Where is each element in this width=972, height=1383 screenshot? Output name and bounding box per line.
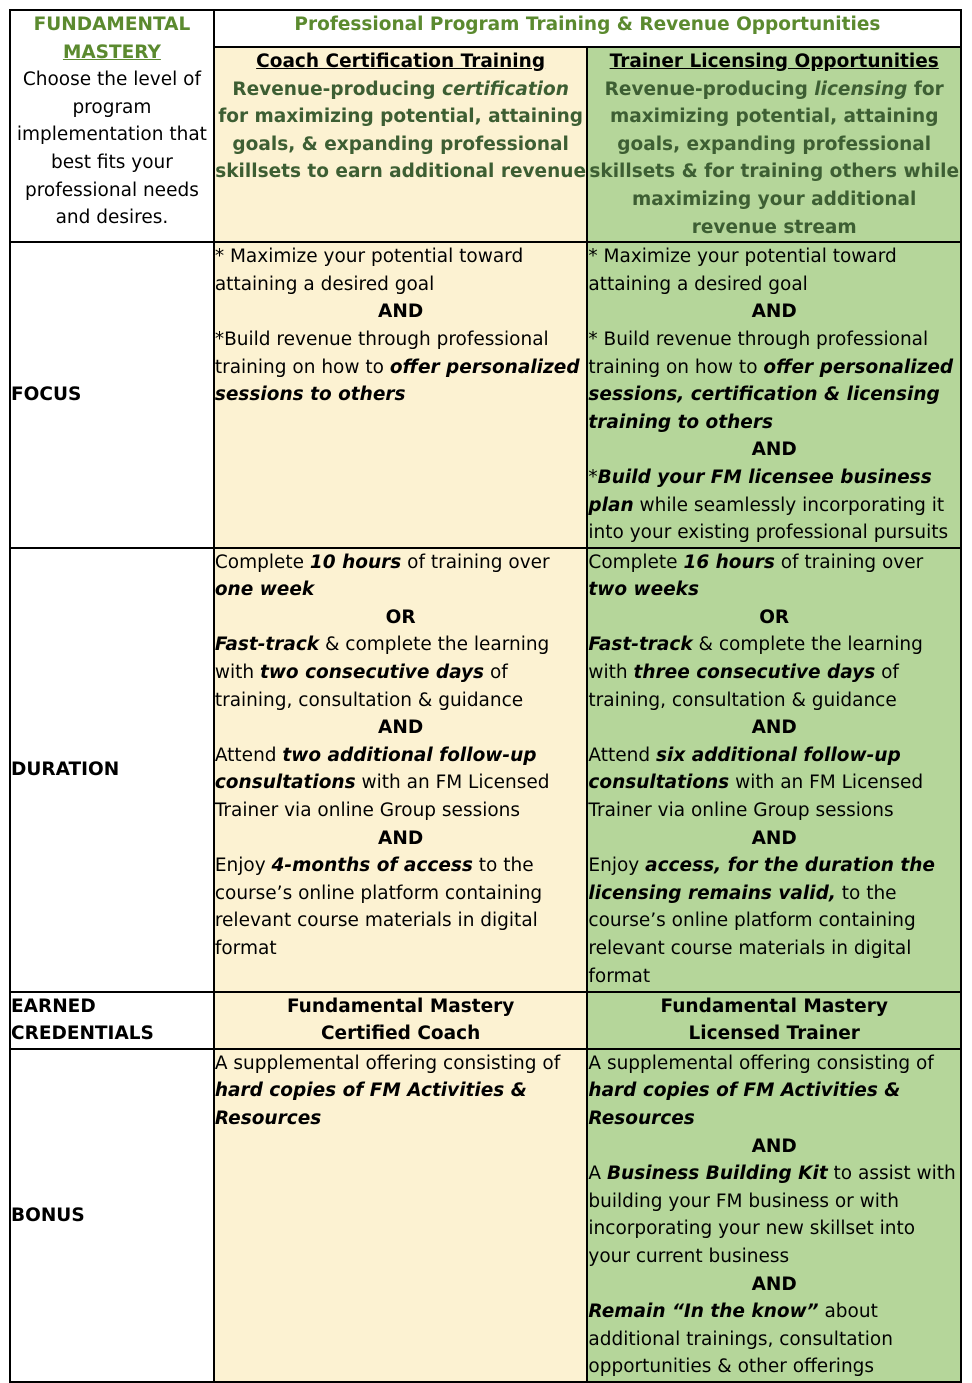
coach-column-description: Revenue-producing certification for maximizing potential, attaining goals, & expanding professional skillsets to earn additional revenue [215, 78, 586, 183]
intro-cell [10, 10, 214, 242]
credentials-coach-cell: Fundamental Mastery Certified Coach [214, 992, 588, 1049]
focus-label: FOCUS [10, 242, 214, 548]
focus-coach-cell: * Maximize your potential toward attaining a desired goal AND *Build revenue through professional training on how to offer personalized sessions to others [214, 242, 588, 548]
title-row [10, 10, 961, 47]
bonus-row [10, 1049, 961, 1382]
duration-row [10, 548, 961, 992]
trainer-column-header [587, 47, 961, 242]
duration-trainer-cell: Complete 16 hours of training over two weeks OR Fast-track & complete the learning with three consecutive days of training, consultation & guidance AND Attend six additional follow-up consultations with an FM Licensed Trainer via online Group sessions AND Enjoy access, for the duration the licensing remains valid, to the course’s online platform containing relevant course materials in digital format [587, 548, 961, 992]
brand-title: FUNDAMENTAL [33, 14, 191, 35]
duration-label: DURATION [10, 548, 214, 992]
trainer-column-name: Trainer Licensing Opportunities [609, 51, 939, 72]
bonus-trainer-cell: A supplemental offering consisting of hard copies of FM Activities & Resources AND A Business Building Kit to assist with building your FM business or with incorporating your new skillset into your current business AND Remain “In the know” about additional trainings, consultation opportunities & other offerings [587, 1049, 961, 1382]
bonus-coach-cell: A supplemental offering consisting of hard copies of FM Activities & Resources [214, 1049, 588, 1382]
credentials-trainer-cell: Fundamental Mastery Licensed Trainer [587, 992, 961, 1049]
focus-trainer-cell: * Maximize your potential toward attaining a desired goal AND * Build revenue through professional training on how to offer personalized sessions, certification & licensing training to others AND *Build your FM licensee business plan while seamlessly incorporating it into your existing professional pursuits [587, 242, 961, 548]
coach-column-name: Coach Certification Training [256, 51, 546, 72]
trainer-column-description: Revenue-producing licensing for maximizing potential, attaining goals, expanding professional skillsets & for training others while maximizing your additional revenue stream [589, 78, 959, 238]
brand-subtitle: MASTERY [62, 41, 161, 63]
program-comparison-table [9, 9, 962, 1383]
focus-row [10, 242, 961, 548]
coach-column-header [214, 47, 588, 242]
bonus-label: BONUS [10, 1049, 214, 1382]
duration-coach-cell: Complete 10 hours of training over one week OR Fast-track & complete the learning with two consecutive days of training, consultation & guidance AND Attend two additional follow-up consultations with an FM Licensed Trainer via online Group sessions AND Enjoy 4-months of access to the course’s online platform containing relevant course materials in digital format [214, 548, 588, 992]
table-title: Professional Program Training & Revenue Opportunities [214, 10, 961, 47]
credentials-label: EARNED CREDENTIALS [10, 992, 214, 1049]
credentials-row [10, 992, 961, 1049]
intro-text: Choose the level of program implementation that best fits your professional needs and desires. [16, 69, 207, 229]
